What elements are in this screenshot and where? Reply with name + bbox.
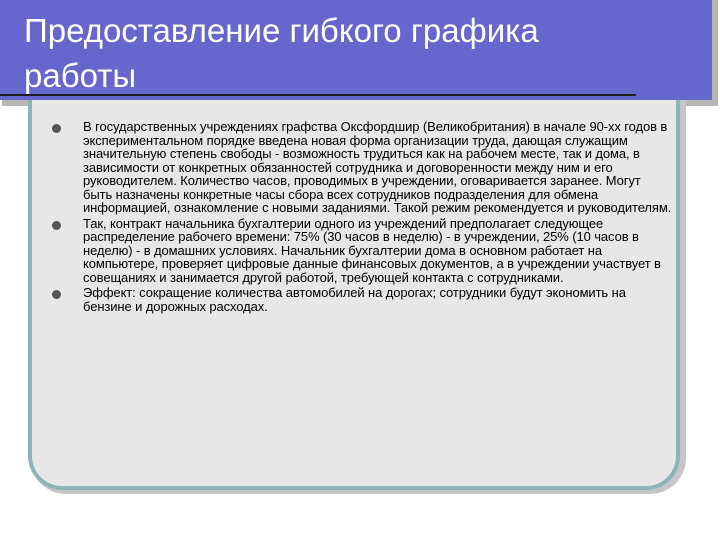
- bullet-dot-icon: [52, 290, 61, 299]
- bullet-dot-icon: [52, 124, 61, 133]
- bullet-item: [52, 286, 672, 313]
- slide-title: Предоставление гибкого графика работы: [24, 12, 539, 94]
- bullet-text: Эффект: сокращение количества автомобилей на дорогах; сотрудники будут экономить на бензине и дорожных расходах.: [83, 285, 626, 314]
- bullet-list: [52, 120, 672, 313]
- bullet-text: Так, контракт начальника бухгалтерии одного из учреждений предполагает следующее распределение рабочего времени: 75% (30 часов в неделю) - в учреждении, 25% (10 часов в неделю) - в домашних условиях. Начальник бухгалтерии дома в основном работает на компьютере, проверяет цифровые данные финансовых документов, а в учреждении участвует в совещаниях и занимается другой работой, требующей контакта с сотрудниками.: [83, 215, 661, 285]
- bullet-item: [52, 217, 672, 285]
- bullet-dot-icon: [52, 221, 61, 230]
- title-underline: [0, 94, 636, 96]
- bullet-item: [52, 120, 672, 215]
- bullet-text: В государственных учреждениях графства Оксфордшир (Великобритания) в начале 90-хх годов в экспериментальном порядке введена новая форма организации труда, дающая служащим значительную степень свободы - возможность трудиться как на рабочем месте, так и дома, в зависимости от конкретных обязанностей сотрудника и договоренности между ним и его руководителем. Количество часов, проводимых в учреждении, оговаривается заранее. Могут быть назначены конкретные часы сбора всех сотрудников подразделения для обмена информацией, ознакомление с новыми заданиями. Такой режим рекомендуется и руководителям.: [83, 119, 672, 215]
